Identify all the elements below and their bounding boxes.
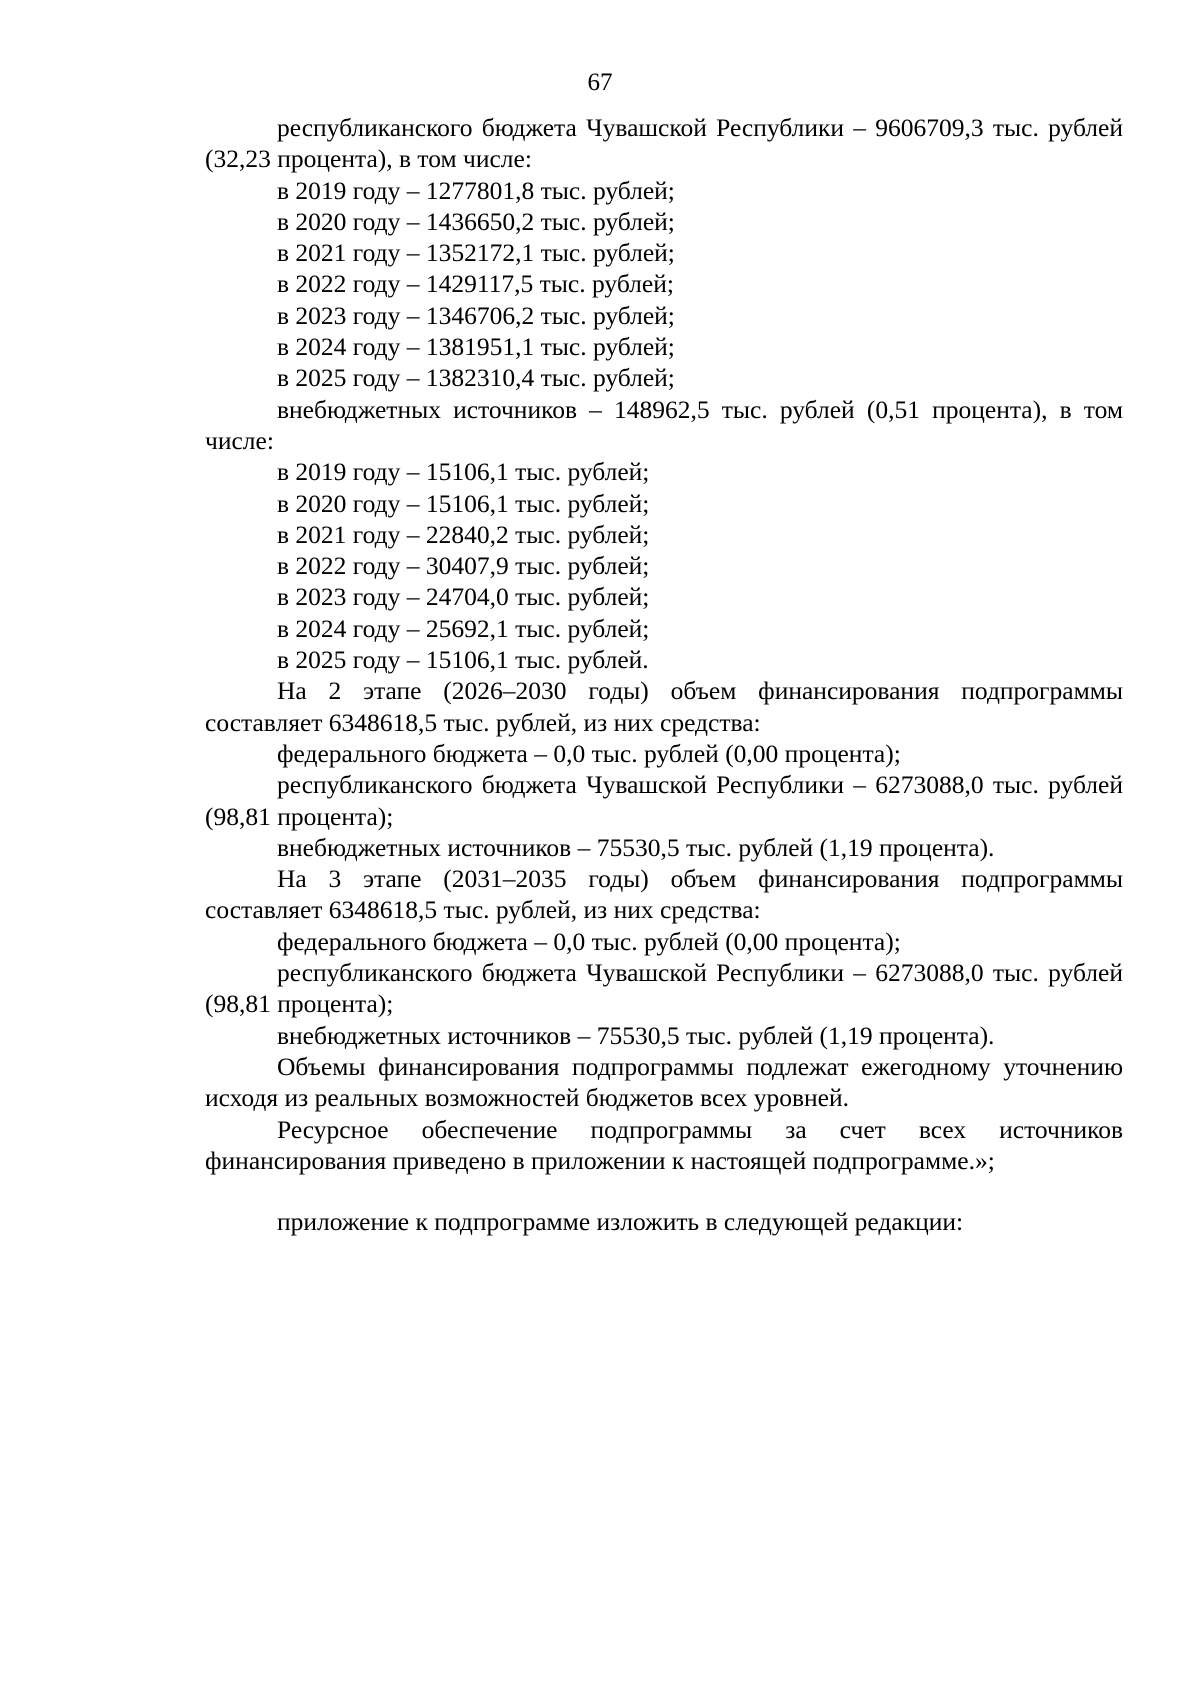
stage-2-republican-budget: республиканского бюджета Чувашской Республики – 6273088,0 тыс. рублей (98,81 процента); (205, 770, 1123, 831)
list-item: в 2021 году – 22840,2 тыс. рублей; (277, 519, 650, 549)
list-item: в 2023 году – 1346706,2 тыс. рублей; (277, 300, 675, 330)
list-item: в 2024 году – 1381951,1 тыс. рублей; (277, 332, 675, 362)
page-number: 67 (587, 69, 613, 96)
paragraph-resource-provision: Ресурсное обеспечение подпрограммы за счет всех источников финансирования приведено в приложении к настоящей подпрограмме.»; (205, 1114, 1123, 1175)
document-body (205, 112, 1123, 1237)
extrabudgetary-years-list (205, 456, 1123, 675)
republican-budget-years-list (205, 175, 1123, 394)
list-item: в 2019 году – 1277801,8 тыс. рублей; (277, 175, 675, 205)
paragraph-stage-3: На 3 этапе (2031–2035 годы) объем финансирования подпрограммы составляет 6348618,5 тыс. рублей, из них средства: (205, 864, 1123, 925)
stage-3-republican-budget: республиканского бюджета Чувашской Республики – 6273088,0 тыс. рублей (98,81 процента); (205, 958, 1123, 1019)
list-item: в 2020 году – 15106,1 тыс. рублей; (277, 488, 650, 518)
paragraph-financing-volumes: Объемы финансирования подпрограммы подлежат ежегодному уточнению исходя из реальных возможностей бюджетов всех уровней. (205, 1051, 1123, 1113)
list-item: в 2022 году – 30407,9 тыс. рублей; (277, 551, 650, 581)
list-item: в 2020 году – 1436650,2 тыс. рублей; (277, 206, 675, 236)
list-item: в 2019 году – 15106,1 тыс. рублей; (277, 457, 650, 487)
list-item: в 2025 году – 1382310,4 тыс. рублей; (277, 363, 675, 393)
paragraph-extrabudgetary: внебюджетных источников – 148962,5 тыс. рублей (0,51 процента), в том числе: (205, 394, 1123, 455)
paragraph-stage-2: На 2 этапе (2026–2030 годы) объем финансирования подпрограммы составляет 6348618,5 тыс. рублей, из них средства: (205, 676, 1123, 737)
stage-3-federal-budget: федерального бюджета – 0,0 тыс. рублей (0,00 процента); (277, 926, 901, 956)
stage-3-extrabudgetary: внебюджетных источников – 75530,5 тыс. рублей (1,19 процента). (277, 1020, 995, 1050)
paragraph-republican-budget: республиканского бюджета Чувашской Республики – 9606709,3 тыс. рублей (32,23 процента), в том числе: (205, 113, 1123, 174)
stage-2-federal-budget: федерального бюджета – 0,0 тыс. рублей (0,00 процента); (277, 738, 901, 768)
list-item: в 2024 году – 25692,1 тыс. рублей; (277, 613, 650, 643)
list-item: в 2023 году – 24704,0 тыс. рублей; (277, 582, 650, 612)
paragraph-appendix-instruction: приложение к подпрограмме изложить в следующей редакции: (277, 1207, 964, 1237)
stage-2-extrabudgetary: внебюджетных источников – 75530,5 тыс. рублей (1,19 процента). (277, 832, 995, 862)
list-item: в 2025 году – 15106,1 тыс. рублей. (277, 645, 649, 675)
list-item: в 2021 году – 1352172,1 тыс. рублей; (277, 238, 675, 268)
list-item: в 2022 году – 1429117,5 тыс. рублей; (277, 269, 674, 299)
